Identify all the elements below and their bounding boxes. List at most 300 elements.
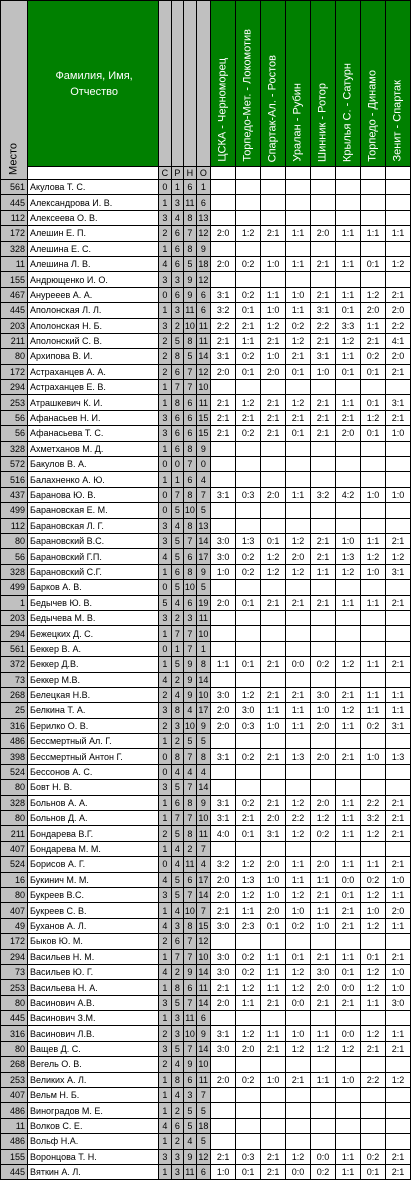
place-cell: 328	[1, 564, 28, 579]
r-cell: 7	[171, 487, 183, 502]
match-score-cell: 2:1	[286, 349, 311, 364]
name-cell: Васильев Н. М.	[28, 949, 159, 964]
match-score-cell: 1:2	[360, 918, 385, 933]
match-score-cell	[336, 734, 361, 749]
n-cell: 6	[184, 426, 196, 441]
n-cell: 4	[184, 703, 196, 718]
table-row	[1, 580, 411, 595]
o-cell: 5	[196, 580, 211, 595]
place-cell: 80	[1, 780, 28, 795]
match-score-cell: 1:2	[286, 795, 311, 810]
match-score-cell	[385, 503, 410, 518]
match-score-cell	[336, 1057, 361, 1072]
match-score-cell	[311, 580, 336, 595]
s-cell: 1	[159, 395, 171, 410]
table-row	[1, 857, 411, 872]
table-row	[1, 887, 411, 902]
match-score-cell: 1:1	[336, 949, 361, 964]
match-score-cell: 1:1	[385, 918, 410, 933]
r-cell: 2	[171, 1103, 183, 1118]
match-score-cell: 1:1	[360, 226, 385, 241]
r-cell: 2	[171, 610, 183, 625]
match-score-cell	[360, 1134, 385, 1149]
match-score-cell: 0:2	[236, 349, 261, 364]
match-score-cell: 2:1	[385, 533, 410, 548]
table-row	[1, 1103, 411, 1118]
name-cell: Алешин Е. П.	[28, 226, 159, 241]
n-cell: 7	[184, 626, 196, 641]
r-cell: 4	[171, 1088, 183, 1103]
match-score-cell	[286, 734, 311, 749]
match-score-cell	[211, 1057, 236, 1072]
r-cell: 1	[171, 472, 183, 487]
name-cell: Волков С. Е.	[28, 1118, 159, 1133]
name-cell: Барановская Л. Г.	[28, 518, 159, 533]
r-cell: 1	[171, 641, 183, 656]
match-score-cell: 0:3	[236, 487, 261, 502]
o-cell: 14	[196, 964, 211, 979]
o-cell: 9	[196, 718, 211, 733]
match-score-cell: 1:0	[211, 1165, 236, 1180]
match-score-cell	[211, 180, 236, 195]
match-score-cell: 2:1	[261, 410, 286, 425]
match-score-cell: 2:1	[261, 595, 286, 610]
n-cell: 8	[184, 487, 196, 502]
n-cell: 11	[184, 1165, 196, 1180]
n-cell: 3	[184, 610, 196, 625]
match-score-cell	[261, 503, 286, 518]
name-cell: Атрашкевич К. И.	[28, 395, 159, 410]
place-cell: 524	[1, 764, 28, 779]
r-cell: 5	[171, 826, 183, 841]
match-score-cell: 2:0	[211, 718, 236, 733]
match-score-cell	[236, 610, 261, 625]
match-score-cell	[236, 672, 261, 687]
o-cell: 6	[196, 1011, 211, 1026]
match-score-cell: 2:1	[385, 795, 410, 810]
match-score-cell: 3:1	[311, 303, 336, 318]
match-score-cell: 2:1	[261, 657, 286, 672]
match-score-cell	[385, 1103, 410, 1118]
name-cell: Вегель О. В.	[28, 1057, 159, 1072]
name-cell: Алешина Е. С.	[28, 241, 159, 256]
name-cell: Барков А. В.	[28, 580, 159, 595]
match-score-cell: 2:1	[286, 1072, 311, 1087]
match-score-cell	[261, 841, 286, 856]
o-cell: 7	[196, 1088, 211, 1103]
match-score-cell	[261, 210, 286, 225]
match-score-cell	[385, 272, 410, 287]
table-row	[1, 318, 411, 333]
match-score-cell	[360, 518, 385, 533]
match-score-cell	[211, 241, 236, 256]
match-score-cell	[261, 1011, 286, 1026]
s-cell: 3	[159, 210, 171, 225]
n-cell: 5	[184, 349, 196, 364]
match-score-cell: 0:0	[286, 1165, 311, 1180]
o-cell: 14	[196, 672, 211, 687]
name-cell: Александрова И. В.	[28, 195, 159, 210]
match-score-cell: 0:1	[286, 364, 311, 379]
match-score-cell: 0:0	[336, 1026, 361, 1041]
o-cell: 15	[196, 410, 211, 425]
match-score-cell	[360, 180, 385, 195]
match-score-cell	[286, 380, 311, 395]
n-cell: 8	[184, 564, 196, 579]
table-row	[1, 641, 411, 656]
match-score-cell	[236, 841, 261, 856]
match-score-cell: 0:1	[336, 364, 361, 379]
match-score-cell: 3:0	[211, 549, 236, 564]
table-row	[1, 1088, 411, 1103]
s-cell: 3	[159, 995, 171, 1010]
match-score-cell: 2:1	[211, 395, 236, 410]
match-score-cell: 2:1	[385, 364, 410, 379]
match-score-cell	[385, 195, 410, 210]
match-score-cell: 3:0	[211, 949, 236, 964]
table-row	[1, 1041, 411, 1056]
match-score-cell	[236, 780, 261, 795]
s-cell: 2	[159, 364, 171, 379]
match-score-cell: 2:1	[385, 1041, 410, 1056]
table-row	[1, 764, 411, 779]
match-score-cell: 2:2	[311, 318, 336, 333]
match-score-cell	[336, 1011, 361, 1026]
table-row	[1, 549, 411, 564]
r-cell: 6	[171, 364, 183, 379]
match-score-cell: 1:1	[336, 1149, 361, 1164]
match-score-cell: 0:0	[286, 657, 311, 672]
match-score-cell: 2:1	[211, 333, 236, 348]
match-score-cell: 2:0	[211, 703, 236, 718]
match-score-cell: 1:2	[336, 657, 361, 672]
match-score-cell: 0:1	[261, 918, 286, 933]
o-cell: 6	[196, 195, 211, 210]
match-score-cell: 0:1	[336, 887, 361, 902]
match-score-cell	[311, 518, 336, 533]
r-cell: 0	[171, 457, 183, 472]
n-cell: 6	[184, 595, 196, 610]
r-cell: 5	[171, 1041, 183, 1056]
table-row	[1, 180, 411, 195]
match-score-cell	[286, 441, 311, 456]
match-score-cell: 2:1	[261, 1165, 286, 1180]
s-cell: 2	[159, 718, 171, 733]
match-score-cell: 3:1	[385, 718, 410, 733]
match-score-cell: 1:0	[336, 533, 361, 548]
match-score-cell	[385, 518, 410, 533]
match-score-cell	[261, 734, 286, 749]
r-cell: 6	[171, 226, 183, 241]
match-score-cell: 2:1	[336, 995, 361, 1010]
match-score-cell	[286, 210, 311, 225]
match-score-cell: 1:0	[385, 426, 410, 441]
match-score-cell: 2:1	[311, 287, 336, 302]
match-score-cell: 1:2	[385, 1072, 410, 1087]
place-cell: 203	[1, 318, 28, 333]
match-score-cell	[236, 380, 261, 395]
match-score-cell: 1:2	[286, 980, 311, 995]
n-cell: 8	[184, 241, 196, 256]
s-cell: 2	[159, 1057, 171, 1072]
match-score-cell	[261, 610, 286, 625]
place-cell: 486	[1, 1103, 28, 1118]
table-row	[1, 1072, 411, 1087]
s-cell: 1	[159, 841, 171, 856]
o-cell: 19	[196, 595, 211, 610]
match-score-cell	[385, 672, 410, 687]
o-cell: 12	[196, 934, 211, 949]
place-cell: 328	[1, 441, 28, 456]
match-score-cell: 0:2	[360, 1149, 385, 1164]
o-cell: 17	[196, 703, 211, 718]
o-cell: 9	[196, 795, 211, 810]
place-cell: 486	[1, 1134, 28, 1149]
table-row	[1, 811, 411, 826]
match-score-cell: 2:1	[311, 949, 336, 964]
name-cell: Бессмертный Антон Г.	[28, 749, 159, 764]
place-cell: 80	[1, 811, 28, 826]
place-cell: 11	[1, 256, 28, 271]
o-cell: 10	[196, 380, 211, 395]
place-cell: 172	[1, 364, 28, 379]
match-score-cell	[261, 272, 286, 287]
n-cell: 9	[184, 272, 196, 287]
r-cell: 2	[171, 318, 183, 333]
s-cell: 4	[159, 672, 171, 687]
match-score-cell: 3:2	[211, 303, 236, 318]
match-score-cell	[385, 1011, 410, 1026]
match-score-cell	[385, 180, 410, 195]
match-score-cell	[286, 195, 311, 210]
r-cell: 5	[171, 503, 183, 518]
table-row	[1, 980, 411, 995]
match-score-cell	[311, 457, 336, 472]
match-score-cell	[261, 457, 286, 472]
match-score-cell: 2:1	[286, 410, 311, 425]
match-score-cell: 3:1	[211, 749, 236, 764]
match-score-cell	[336, 210, 361, 225]
n-cell: 7	[184, 533, 196, 548]
match-score-cell: 1:0	[311, 364, 336, 379]
n-cell: 11	[184, 303, 196, 318]
match-score-cell: 3:0	[211, 687, 236, 702]
match-score-cell	[211, 610, 236, 625]
s-cell: 0	[159, 857, 171, 872]
r-cell: 4	[171, 903, 183, 918]
match-score-cell	[261, 518, 286, 533]
match-score-cell	[261, 441, 286, 456]
r-cell: 5	[171, 333, 183, 348]
r-cell: 5	[171, 580, 183, 595]
match-score-cell: 0:1	[236, 826, 261, 841]
o-cell: 14	[196, 349, 211, 364]
s-cell: 1	[159, 441, 171, 456]
match-score-cell	[360, 780, 385, 795]
match-score-cell: 4:0	[211, 826, 236, 841]
match-score-cell: 2:1	[336, 918, 361, 933]
s-cell: 3	[159, 518, 171, 533]
name-cell: Букреев С. В.	[28, 903, 159, 918]
match-score-cell: 2:1	[236, 811, 261, 826]
match-score-cell: 1:2	[286, 533, 311, 548]
o-cell: 12	[196, 364, 211, 379]
match-score-cell	[286, 626, 311, 641]
place-cell: 80	[1, 995, 28, 1010]
r-cell: 5	[171, 549, 183, 564]
n-cell: 11	[184, 195, 196, 210]
match-score-cell	[311, 210, 336, 225]
name-cell: Буханов А. Л.	[28, 918, 159, 933]
match-score-cell: 1:0	[336, 1072, 361, 1087]
place-cell: 172	[1, 934, 28, 949]
r-cell: 3	[171, 718, 183, 733]
match-score-cell	[311, 1088, 336, 1103]
match-score-cell	[385, 210, 410, 225]
match-score-cell	[236, 641, 261, 656]
place-cell: 155	[1, 272, 28, 287]
match-score-cell	[236, 241, 261, 256]
n-cell: 9	[184, 1057, 196, 1072]
place-cell: 445	[1, 1165, 28, 1180]
match-score-cell	[261, 380, 286, 395]
name-cell: Астраханцев А. А.	[28, 364, 159, 379]
match-score-cell: 2:1	[385, 1149, 410, 1164]
match-score-cell: 2:1	[385, 657, 410, 672]
r-cell: 3	[171, 1165, 183, 1180]
n-cell: 6	[184, 872, 196, 887]
match-score-cell: 1:1	[385, 687, 410, 702]
n-cell: 7	[184, 226, 196, 241]
r-cell: 6	[171, 287, 183, 302]
n-cell: 10	[184, 903, 196, 918]
match-score-cell: 2:0	[211, 1072, 236, 1087]
name-cell: Борисов А. Г.	[28, 857, 159, 872]
match-score-cell	[236, 1057, 261, 1072]
match-score-cell	[236, 503, 261, 518]
s-cell: 1	[159, 303, 171, 318]
match-score-cell: 0:1	[360, 1165, 385, 1180]
match-score-cell: 4:1	[385, 333, 410, 348]
table-row	[1, 1118, 411, 1133]
s-cell: 1	[159, 1134, 171, 1149]
s-cell: 3	[159, 533, 171, 548]
match-score-cell: 3:1	[211, 349, 236, 364]
o-cell: 18	[196, 1118, 211, 1133]
match-score-cell: 2:1	[336, 903, 361, 918]
place-cell: 561	[1, 180, 28, 195]
n-cell: 6	[184, 1072, 196, 1087]
match-score-cell	[261, 180, 286, 195]
match-score-cell: 1:1	[336, 1165, 361, 1180]
match-score-cell	[286, 672, 311, 687]
match-score-cell	[286, 841, 311, 856]
match-score-cell: 2:1	[385, 410, 410, 425]
table-row	[1, 472, 411, 487]
col-label-s: С	[159, 167, 171, 180]
match-score-cell: 2:1	[261, 226, 286, 241]
match-score-cell: 2:0	[261, 857, 286, 872]
table-row	[1, 964, 411, 979]
match-score-cell: 0:2	[360, 718, 385, 733]
s-cell: 1	[159, 380, 171, 395]
match-score-cell: 1:3	[385, 749, 410, 764]
r-cell: 4	[171, 841, 183, 856]
match-score-cell	[286, 1103, 311, 1118]
o-cell: 7	[196, 841, 211, 856]
place-cell: 73	[1, 672, 28, 687]
name-cell: Великих А. Л.	[28, 1072, 159, 1087]
match-score-cell: 3:1	[211, 487, 236, 502]
name-cell: Барановская Е. М.	[28, 503, 159, 518]
match-score-cell: 2:0	[311, 749, 336, 764]
match-score-cell	[311, 472, 336, 487]
n-cell: 7	[184, 887, 196, 902]
n-cell: 6	[184, 395, 196, 410]
r-cell: 6	[171, 256, 183, 271]
match-score-cell	[261, 1103, 286, 1118]
match-score-cell: 2:0	[311, 980, 336, 995]
match-score-cell: 1:0	[286, 903, 311, 918]
table-row	[1, 226, 411, 241]
r-cell: 5	[171, 887, 183, 902]
place-cell: 25	[1, 703, 28, 718]
table-row	[1, 395, 411, 410]
match-score-cell	[236, 272, 261, 287]
match-score-cell	[261, 780, 286, 795]
o-cell: 11	[196, 610, 211, 625]
match-score-cell	[211, 272, 236, 287]
n-cell: 10	[184, 1026, 196, 1041]
match-score-cell: 2:1	[261, 1149, 286, 1164]
header-match-7: Торпедо - Динамо	[360, 1, 385, 167]
r-cell: 8	[171, 395, 183, 410]
match-score-cell: 1:1	[261, 964, 286, 979]
r-cell: 6	[171, 934, 183, 949]
match-score-cell: 1:1	[385, 703, 410, 718]
header-match-3: Спартак-Ал. - Ростов	[261, 1, 286, 167]
s-cell: 1	[159, 1103, 171, 1118]
s-cell: 0	[159, 641, 171, 656]
s-cell: 0	[159, 180, 171, 195]
name-cell: Беккер М.В.	[28, 672, 159, 687]
place-cell: 80	[1, 887, 28, 902]
match-score-cell	[286, 610, 311, 625]
r-cell: 2	[171, 1134, 183, 1149]
table-row	[1, 564, 411, 579]
match-score-cell: 3:1	[385, 564, 410, 579]
r-cell: 3	[171, 1149, 183, 1164]
name-cell: Больнов А. А.	[28, 795, 159, 810]
match-score-cell: 2:1	[211, 980, 236, 995]
match-score-cell: 1:0	[385, 980, 410, 995]
s-cell: 4	[159, 964, 171, 979]
r-cell: 8	[171, 703, 183, 718]
match-score-cell: 3:1	[211, 811, 236, 826]
name-cell: Афанасьев Н. И.	[28, 410, 159, 425]
table-row	[1, 241, 411, 256]
match-score-cell	[261, 1134, 286, 1149]
match-score-cell: 0:1	[236, 595, 261, 610]
match-score-cell	[236, 626, 261, 641]
place-cell: 268	[1, 687, 28, 702]
s-cell: 1	[159, 1165, 171, 1180]
place-cell: 294	[1, 380, 28, 395]
name-cell: Белкина Т. А.	[28, 703, 159, 718]
match-score-cell: 0:2	[236, 795, 261, 810]
match-score-cell	[236, 457, 261, 472]
match-score-cell: 1:2	[236, 226, 261, 241]
